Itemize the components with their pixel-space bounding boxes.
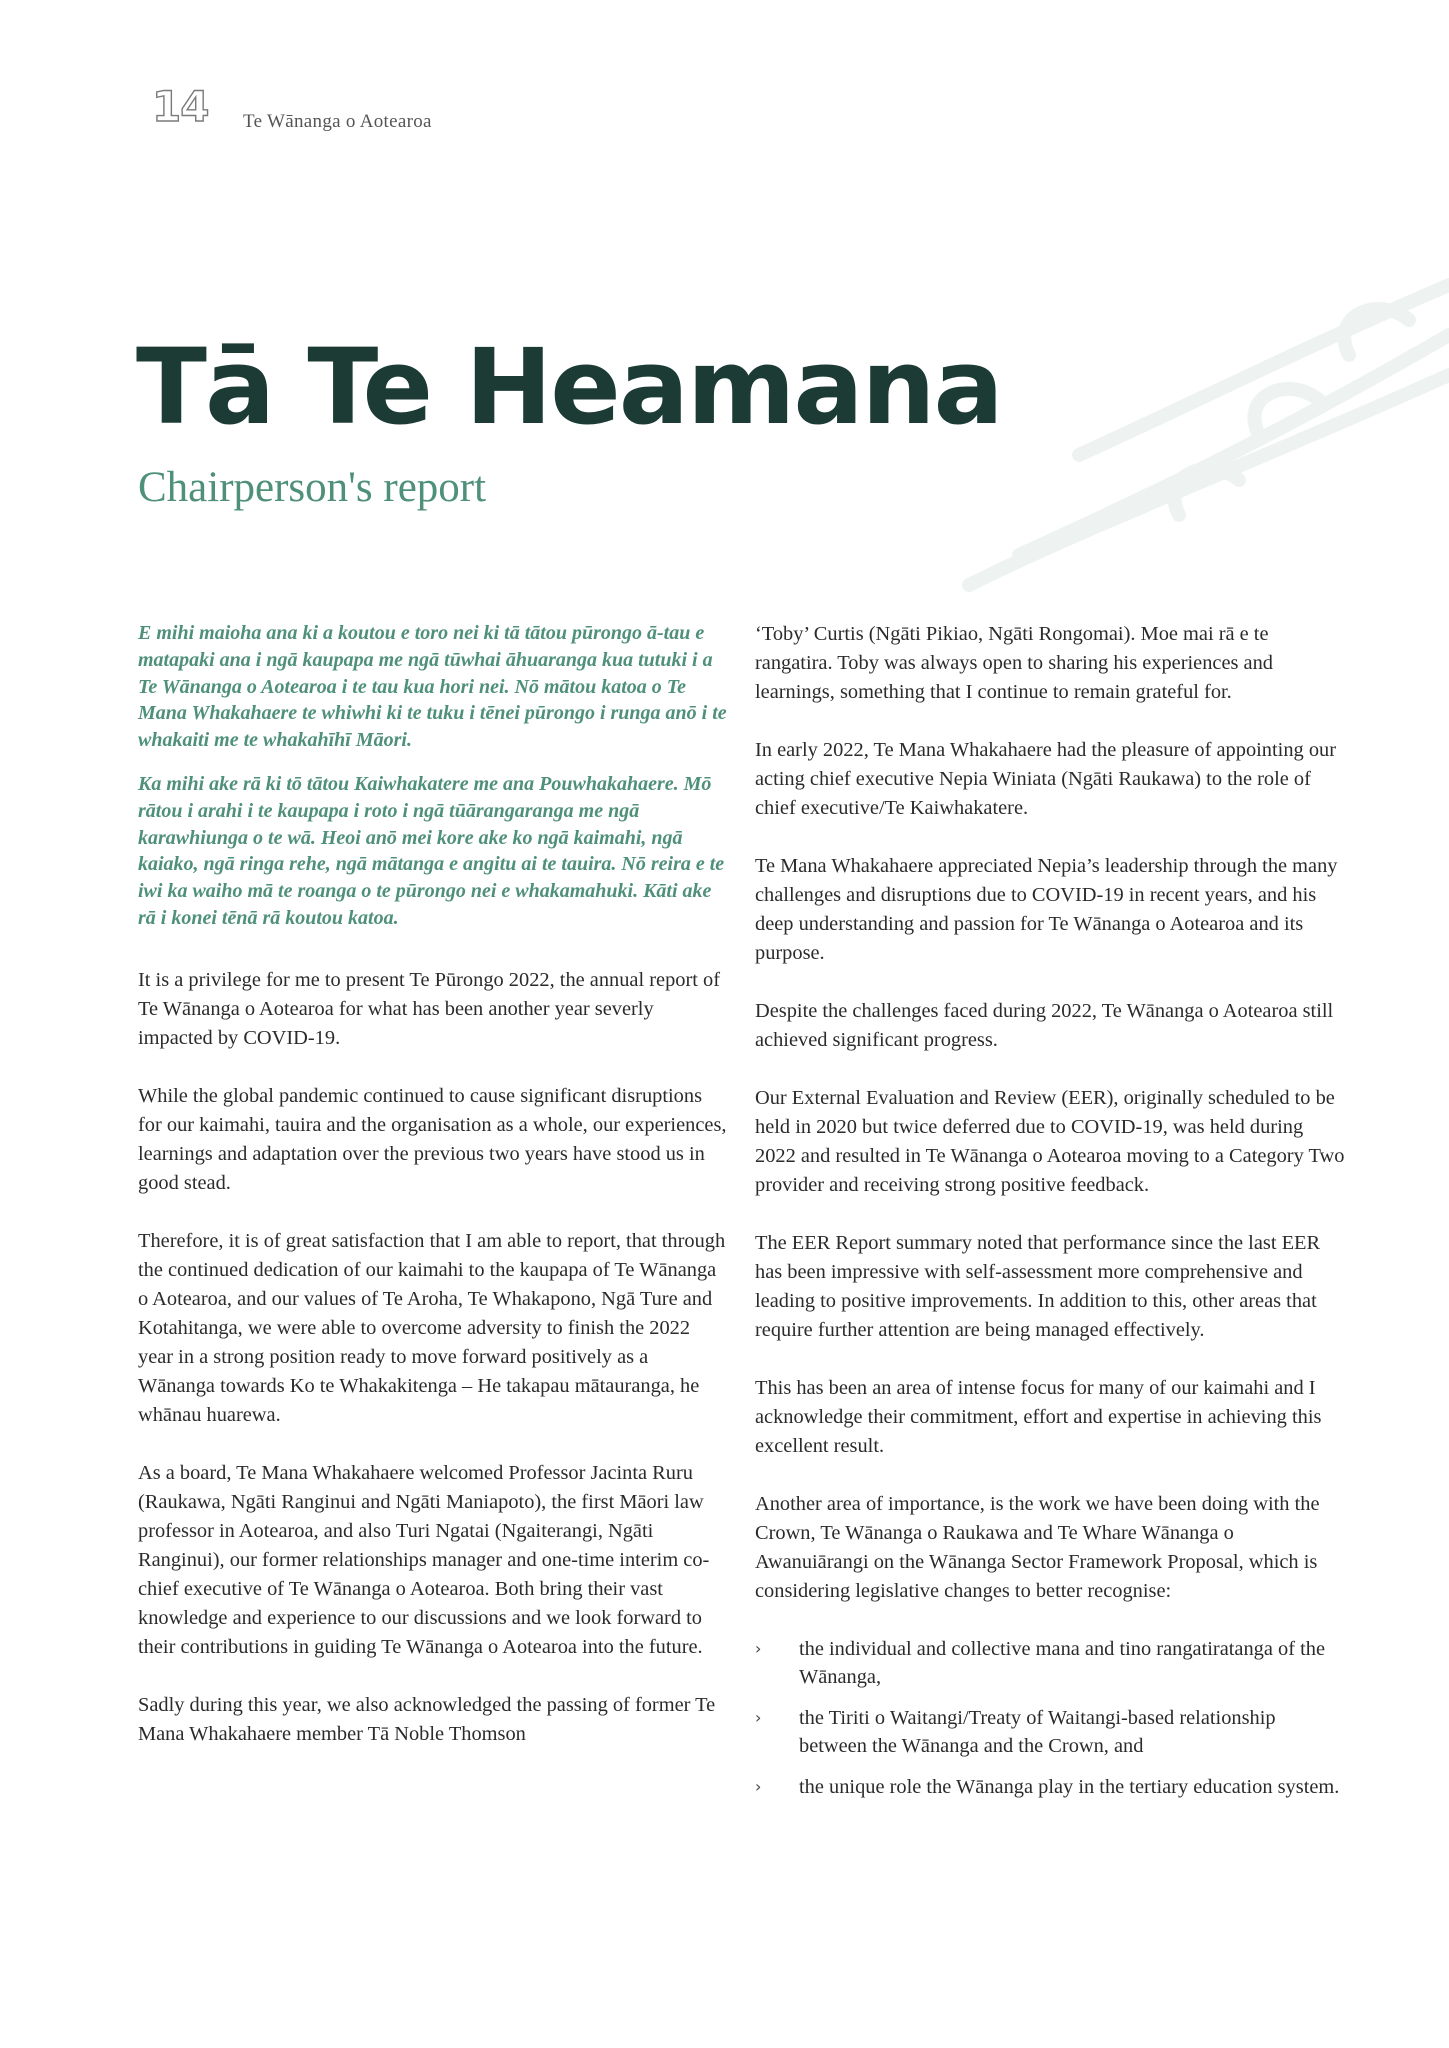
- body-paragraph: This has been an area of intense focus for many of our kaimahi and I acknowledge their commitment, effort and expertise in achieving this excellent result.: [755, 1377, 1322, 1457]
- body-paragraph: Another area of importance, is the work we have been doing with the Crown, Te Wānanga o Raukawa and Te Whare Wānanga o Awanuiārangi on the Wānanga Sector Framework Proposal, which is considering legislative changes to better recognise:: [755, 1493, 1320, 1602]
- body-paragraph: The EER Report summary noted that performance since the last EER has been impressive with self-assessment more comprehensive and leading to positive improvements. In addition to this, other areas that require further attention are being managed effectively.: [755, 1232, 1321, 1341]
- body-paragraph: Our External Evaluation and Review (EER), originally scheduled to be held in 2020 but twice deferred due to COVID-19, was held during 2022 and resulted in Te Wānanga o Aotearoa moving to a Category Two provider and receiving strong positive feedback.: [755, 1087, 1345, 1196]
- body-paragraph: Te Mana Whakahaere appreciated Nepia’s leadership through the many challenges and disruptions due to COVID-19 in recent years, and his deep understanding and passion for Te Wānanga o Aotearoa and its purpose.: [755, 855, 1338, 964]
- right-column: [755, 620, 1347, 1814]
- running-title: Te Wānanga o Aotearoa: [243, 111, 432, 132]
- body-paragraph: ‘Toby’ Curtis (Ngāti Pikiao, Ngāti Rongomai). Moe mai rā e te rangatira. Toby was always open to sharing his experiences and learnings, something that I continue to remain grateful for.: [755, 623, 1273, 703]
- list-item: [755, 1773, 1347, 1801]
- chevron-right-icon: ›: [755, 1639, 762, 1658]
- body-paragraph: In early 2022, Te Mana Whakahaere had the pleasure of appointing our acting chief executive Nepia Winiata (Ngāti Raukawa) to the role of chief executive/Te Kaiwhakatere.: [755, 739, 1337, 819]
- page-title: Tā Te Heamana: [136, 326, 1002, 448]
- list-item-text: the individual and collective mana and tino rangatiratanga of the Wānanga,: [799, 1638, 1325, 1688]
- page-subtitle: Chairperson's report: [138, 464, 487, 511]
- body-paragraph: Despite the challenges faced during 2022, Te Wānanga o Aotearoa still achieved significant progress.: [755, 1000, 1334, 1051]
- intro-paragraph: Ka mihi ake rā ki tō tātou Kaiwhakatere me ana Pouwhakahaere. Mō rātou i arahi i te kaupapa i roto i ngā tūārangaranga me ngā karawhiunga o te wā. Heoi anō mei kore ake ko ngā kaimahi, ngā kaiako, ngā ringa rehe, ngā mātanga e angitu ai te tauira. Nō reira e te iwi ka waiho mā te roanga o te pūrongo nei e whakamahuki. Kāti ake rā i konei tēnā rā koutou katoa.: [138, 772, 725, 929]
- intro-paragraph: E mihi maioha ana ki a koutou e toro nei ki tā tātou pūrongo ā-tau e matapaki ana i ngā kaupapa me ngā tūwhai āhuaranga kua tutuki i a Te Wānanga o Aotearoa i te tau kua hori nei. Nō mātou katoa o Te Mana Whakahaere te whiwhi ki te tuku i tēnei pūrongo i runga anō i te whakaiti me te whakahīhī Māori.: [138, 622, 727, 752]
- intro-mihi: [138, 620, 728, 932]
- left-column: [138, 620, 728, 1778]
- list-item-text: the unique role the Wānanga play in the tertiary education system.: [799, 1776, 1340, 1798]
- body-paragraph: Sadly during this year, we also acknowledged the passing of former Te Mana Whakahaere member Tā Noble Thomson: [138, 1693, 716, 1745]
- bullet-list: [755, 1635, 1347, 1801]
- body-paragraph: As a board, Te Mana Whakahaere welcomed Professor Jacinta Ruru (Raukawa, Ngāti Ranginui and Ngāti Maniapoto), the first Māori law professor in Aotearoa, and also Turi Ngatai (Ngaiterangi, Ngāti Ranginui), our former relationships manager and one-time interim co-chief executive of Te Wānanga o Aotearoa. Both bring their vast knowledge and experience to our discussions and we look forward to their contributions in guiding Te Wānanga o Aotearoa into the future.: [138, 1461, 710, 1658]
- body-paragraph: Therefore, it is of great satisfaction that I am able to report, that through the continued dedication of our kaimahi to the kaupapa of Te Wānanga o Aotearoa, and our values of Te Aroha, Te Whakapono, Ngā Ture and Kotahitanga, we were able to overcome adversity to finish the 2022 year in a strong position ready to move forward positively as a Wānanga towards Ko te Whakakitenga – He takapau mātauranga, he whānau huarewa.: [138, 1229, 726, 1426]
- decorative-pattern: [929, 225, 1449, 605]
- list-item-text: the Tiriti o Waitangi/Treaty of Waitangi-based relationship between the Wānanga and the Crown, and: [799, 1707, 1276, 1757]
- chevron-right-icon: ›: [755, 1708, 762, 1727]
- list-item: [755, 1704, 1347, 1760]
- list-item: [755, 1635, 1347, 1691]
- chevron-right-icon: ›: [755, 1777, 762, 1796]
- body-paragraph: While the global pandemic continued to cause significant disruptions for our kaimahi, tauira and the organisation as a whole, our experiences, learnings and adaptation over the previous two years have stood us in good stead.: [138, 1084, 727, 1194]
- body-paragraph: It is a privilege for me to present Te Pūrongo 2022, the annual report of Te Wānanga o Aotearoa for what has been another year severly impacted by COVID-19.: [138, 968, 721, 1049]
- page-number: 14: [152, 82, 209, 131]
